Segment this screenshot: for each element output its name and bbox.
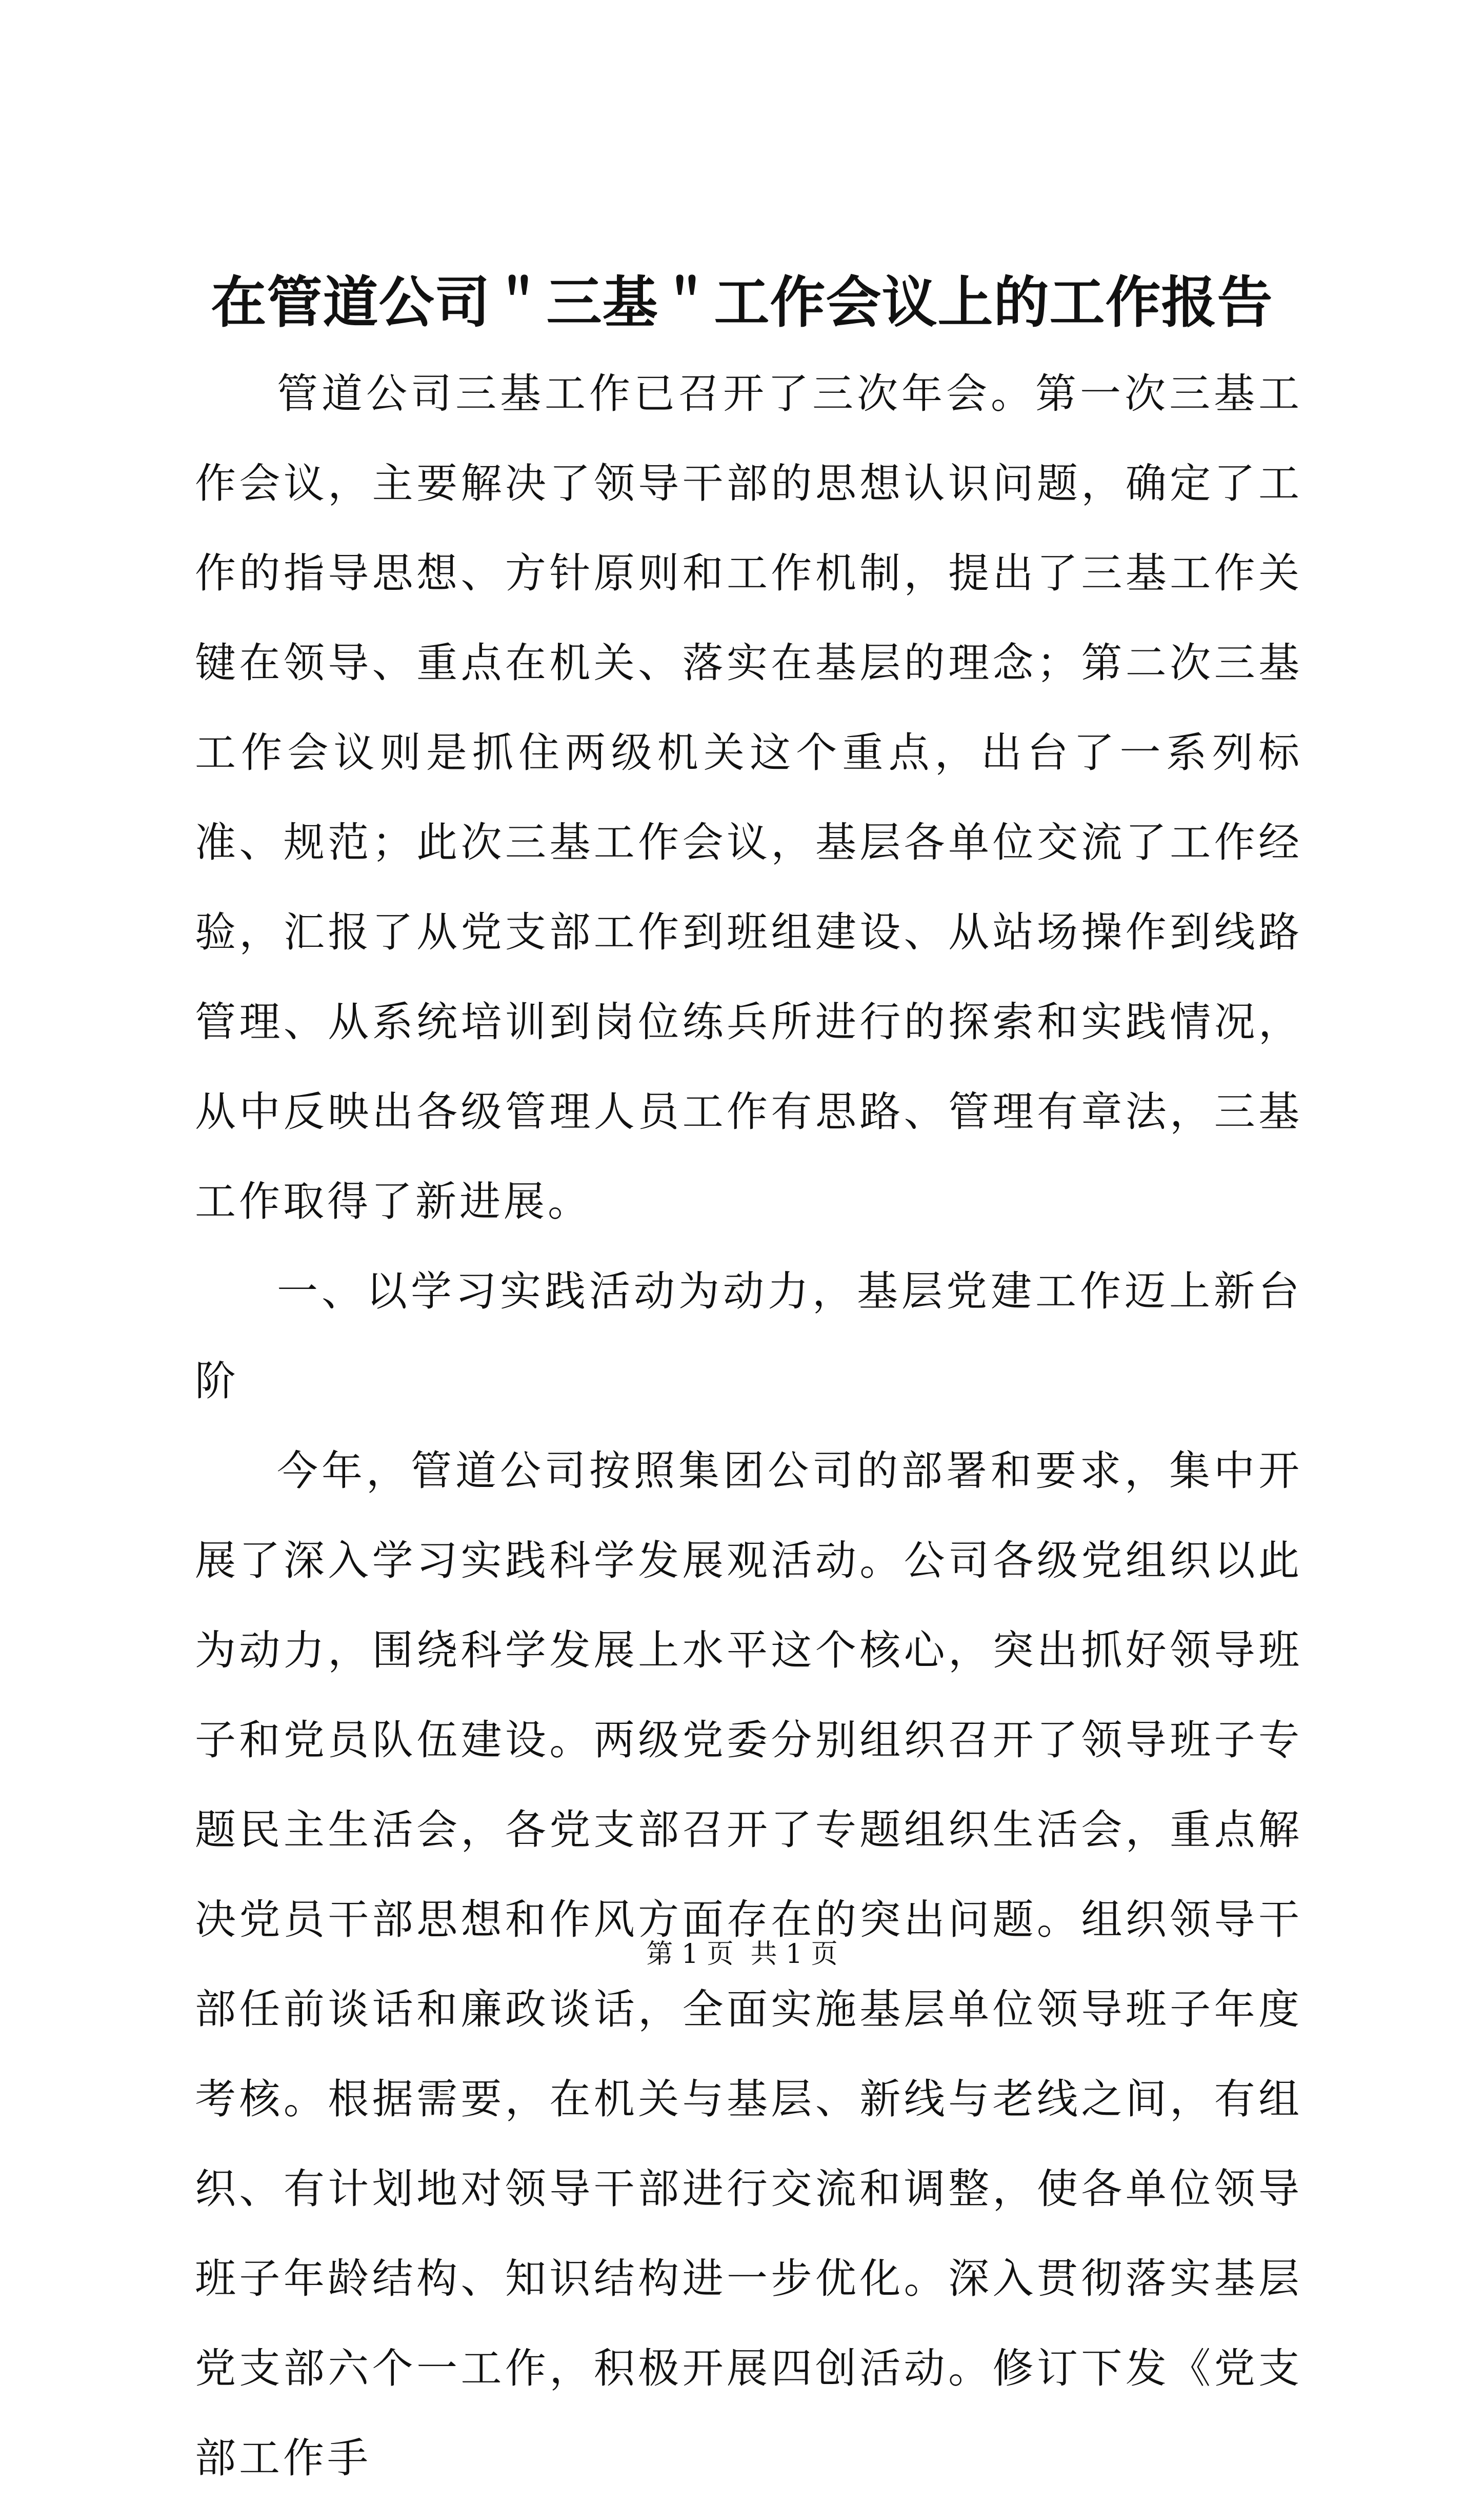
paragraph-intro: 管道公司三基工作已召开了三次年会。第一次三基工作会议，主要解决了领导干部的思想认识问题，确定了工作的指导思想、方针原则和工作机制，提出了三基工作关键在领导、重点在机关、落实在基层的理念；第二次三基工作会议则是抓住两级机关这个重点，出台了一系列标准、规范；此次三基工作会议，基层各单位交流了工作经验，汇报了从党支部工作到班组建设、从站场操作到线路管理、从系统培训到岗位练兵所进行的探索和实践情况，从中反映出各级管理人员工作有思路、管理有章法，三基工作取得了新进展。 (195, 370, 1302, 1225)
section-heading-1: 一、以学习实践活动为动力，基层党建工作迈上新台阶 (195, 1267, 1302, 1405)
paragraph-section-1: 今年，管道公司按照集团公司的部署和要求，集中开展了深入学习实践科学发展观活动。公司各级党组织以此为动力，围绕科学发展上水平这个核心，突出抓好领导班子和党员队伍建设。两级党委分别组织召开了领导班子专题民主生活会，各党支部召开了专题组织生活会，重点解决党员干部思想和作风方面存在的突出问题。组织领导干部任前谈话和廉政谈话，全面实施基层单位领导班子年度考核。根据需要，在机关与基层、新线与老线之间，有组织、有计划地对领导干部进行交流和调整，使各单位领导班子年龄结构、知识结构进一步优化。深入贯彻落实基层党支部六个一工作，积极开展四创活动。修订下发《党支部工作手 (195, 1447, 1302, 2482)
page-footer: 第 1 页 共 1 页 (646, 1939, 838, 1970)
document-body (195, 349, 1302, 2503)
document-title: 在管道公司＂三基＂工作会议上的工作报告 (211, 270, 1273, 335)
